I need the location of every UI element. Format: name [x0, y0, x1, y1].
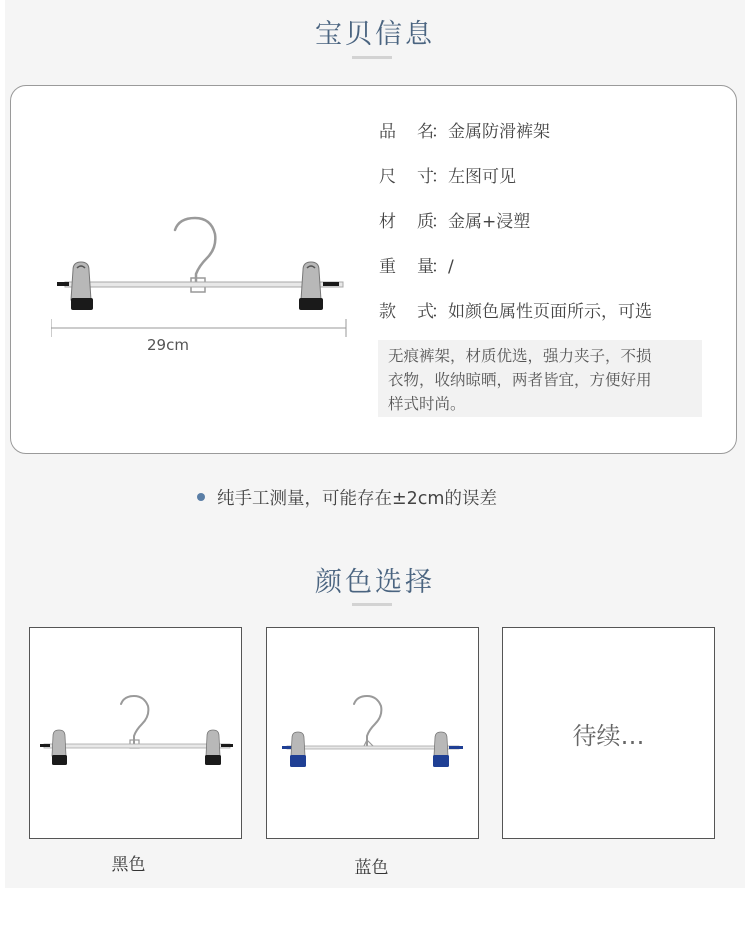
- measurement-note: [197, 485, 497, 510]
- spec-material: 材 质：金属+浸塑: [379, 212, 531, 232]
- description-line: 衣物，收纳晾晒，两者皆宜，方便好用: [388, 371, 652, 389]
- title-underline: [352, 56, 392, 59]
- spec-weight: 重 量：/: [379, 257, 454, 277]
- description-line: 样式时尚。: [388, 395, 466, 413]
- dimension-label: 29cm: [147, 336, 189, 354]
- description-line: 无痕裤架，材质优选，强力夹子，不损: [388, 347, 652, 365]
- color-option-pending: [502, 627, 715, 839]
- spec-name: 品 名：金属防滑裤架: [379, 122, 550, 142]
- pending-text: 待续…: [572, 722, 645, 750]
- bullet-icon: [197, 493, 205, 501]
- product-description: [378, 340, 702, 417]
- spec-size: 尺 寸：左图可见: [379, 167, 516, 187]
- color-label-black: 黑色: [111, 855, 146, 875]
- title-underline: [352, 603, 392, 606]
- product-info-title: 宝贝信息: [315, 19, 435, 50]
- spec-style: 款 式：如颜色属性页面所示，可选: [379, 302, 652, 322]
- note-text: 纯手工测量，可能存在±2cm的误差: [217, 489, 497, 509]
- color-option-blue[interactable]: [266, 627, 479, 839]
- black-hanger-image: [30, 628, 241, 838]
- blue-hanger-image: [267, 628, 478, 838]
- color-label-blue: 蓝色: [354, 858, 389, 878]
- hanger-image: [51, 206, 371, 436]
- color-select-title: 颜色选择: [315, 567, 435, 598]
- color-option-black[interactable]: [29, 627, 242, 839]
